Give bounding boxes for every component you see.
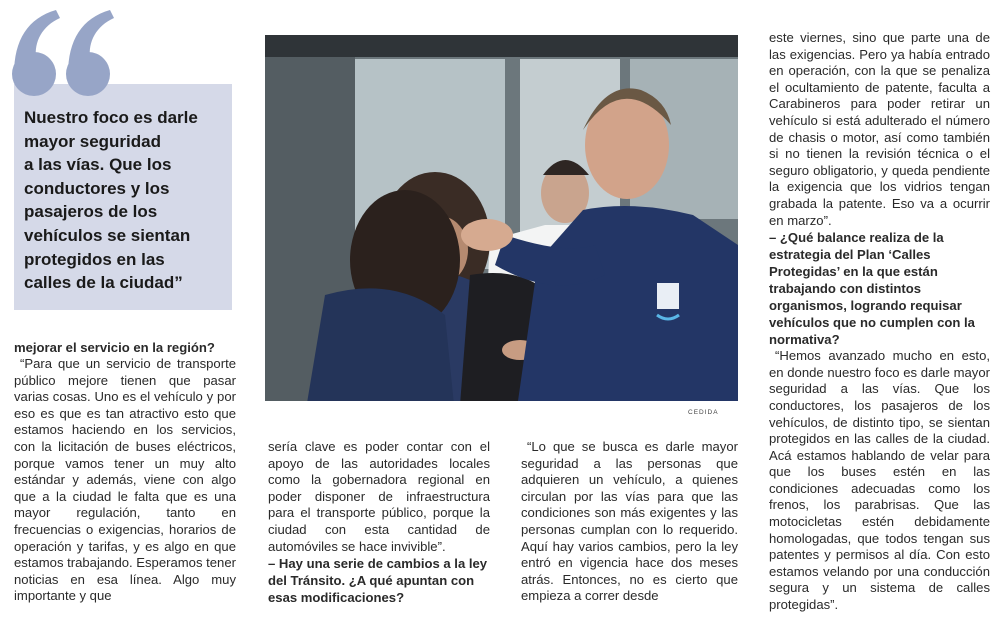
photo-illustration xyxy=(265,35,738,401)
question-heading: – ¿Qué balance realiza de la estrategia del Plan ‘Calles Protegidas’ en la que están trabajando con distintos organismos, logrando requisar vehículos que no cumplen con la normativa? xyxy=(769,230,975,348)
question-end: mejorar el servicio en la región? xyxy=(14,340,215,355)
quote-mark-icon xyxy=(8,6,116,98)
text-column-3 xyxy=(521,439,738,605)
pull-quote-line: conductores y los xyxy=(24,178,170,198)
pull-quote-line: a las vías. Que los xyxy=(24,155,172,175)
pull-quote-line: vehículos se sientan xyxy=(24,225,191,245)
answer-paragraph: “Lo que se busca es darle mayor seguridad a las personas que adquieren un vehículo, a quienes circulan por las vías para que las condiciones son más exigentes y las personas cumplan con lo requerido. Aquí hay varios cambios, pero la ley entró en vigencia hace dos meses atrás. Entonces, no es cierto que empieza a correr desde xyxy=(521,439,738,604)
pull-quote-line: mayor seguridad xyxy=(24,131,161,151)
text-column-4 xyxy=(769,30,990,614)
pull-quote-line: pasajeros de los xyxy=(24,202,158,222)
text-column-2 xyxy=(268,439,490,606)
pull-quote-line: calles de la ciudad” xyxy=(24,273,183,293)
pull-quote-line: protegidos en las xyxy=(24,249,165,269)
answer-paragraph: este viernes, sino que parte una de las exigencias. Pero ya había entrado en operación, con la que se penaliza el ocultamiento de patente, faculta a Carabineros para poder retirar un vehículo si está adulterado el número de chasis o motor, así como también si no tienen la revisión técnica o el seguro obligatorio, y queda pendiente la exigencia que los vidrios tengan grabada la patente. Eso va a ocurrir en marzo”. xyxy=(769,30,990,228)
photo-credit: CEDIDA xyxy=(688,409,719,416)
pull-quote-box xyxy=(14,84,232,310)
pull-quote-line: Nuestro foco es darle xyxy=(24,108,198,127)
pull-quote-text xyxy=(24,106,222,295)
answer-paragraph: “Para que un servicio de transporte público mejore tienen que pasar varias cosas. Uno es el vehículo y por eso es que es tan atractivo esto que estamos haciendo en los servicios, con la licitación de buses eléctricos, porque vamos tener un muy alto estándar y además, viene con algo que a la ciudad le falta que es una mayor regulación, tanto en frecuencias o exigencias, horarios de operación y tarifas, y es algo en que estamos trabajando. Esperamos tener noticias en esa línea. Algo muy importante y que xyxy=(14,356,236,604)
question-heading: – Hay una serie de cambios a la ley del Tránsito. ¿A qué apuntan con esas modificaciones? xyxy=(268,556,488,606)
answer-paragraph: sería clave es poder contar con el apoyo de las autoridades locales como la gobernadora regional en poder disponer de infraestructura para el transporte público, porque la ciudad con esta cantidad de automóviles se hace invivible”. xyxy=(268,439,490,554)
news-photo xyxy=(265,35,738,401)
text-column-1 xyxy=(14,339,236,605)
answer-paragraph: “Hemos avanzado mucho en esto, en donde nuestro foco es darle mayor seguridad a las vías. Que los conductores, los pasajeros de los vehículos, de distinto tipo, se sientan protegidos en las calles de la ciudad. Acá estamos hablando de velar para que los buses estén en las condiciones adecuadas como los frenos, los parabrisas. Que las motocicletas estén debidamente homologadas, que todos tengan sus patentes y permisos al día. Con esto estamos velando por una conducción segura y un sistema de calles protegidas”. xyxy=(769,348,990,613)
